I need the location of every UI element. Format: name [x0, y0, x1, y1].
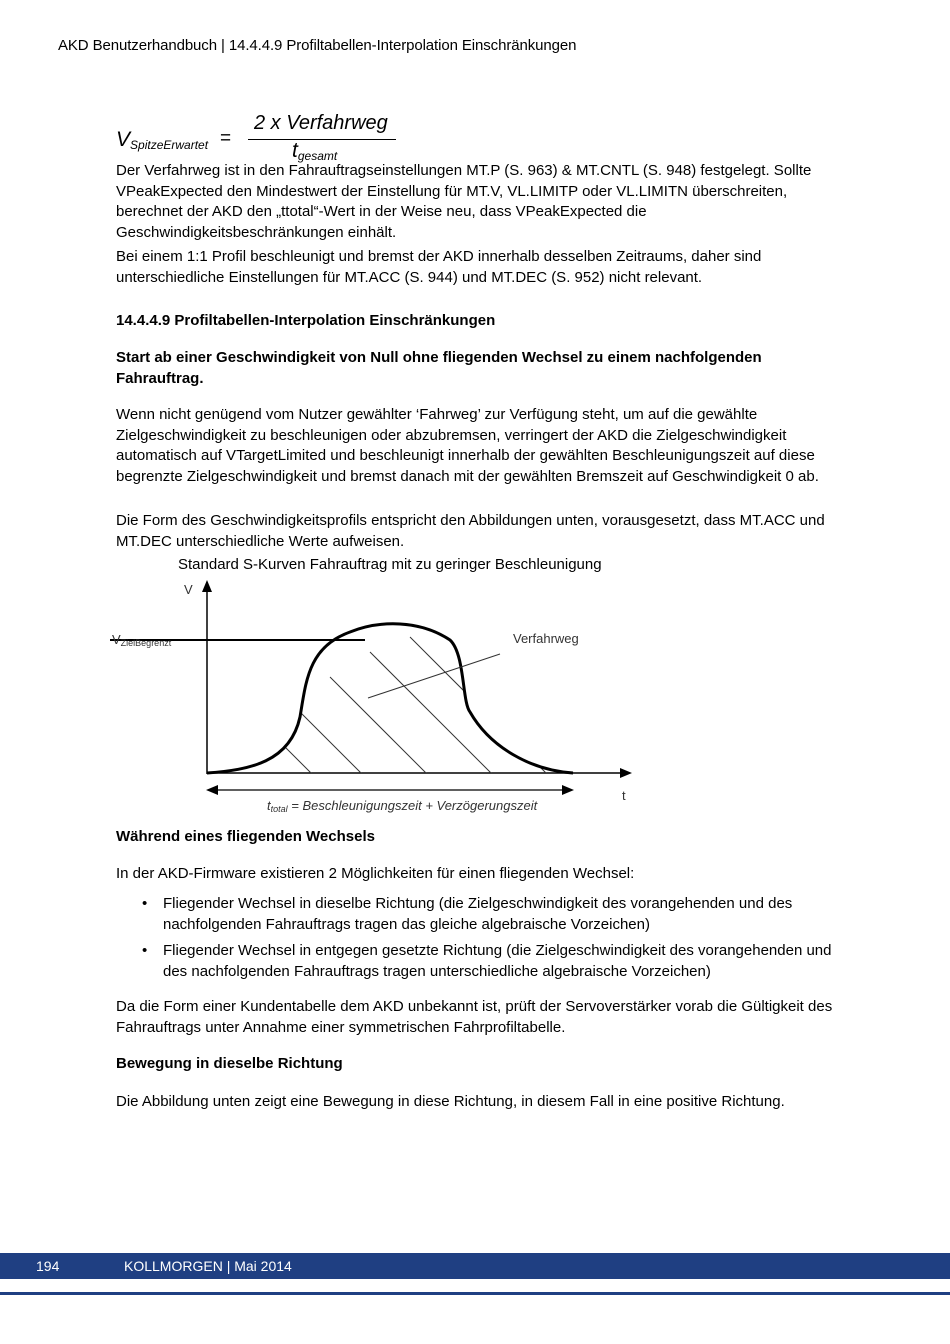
section-title: 14.4.4.9 Profiltabellen-Interpolation Einschränkungen [116, 312, 496, 329]
formula-den-sub: gesamt [297, 149, 338, 163]
paragraph-profil: Bei einem 1:1 Profil beschleunigt und bremst der AKD innerhalb desselben Zeitraums, daher sind unterschiedliche Einstellungen für MT.ACC (S. 944) und MT.DEC (S. 952) nicht relevant. [116, 248, 762, 286]
running-header: AKD Benutzerhandbuch | 14.4.4.9 Profiltabellen-Interpolation Einschränkungen [58, 37, 577, 54]
velocity-profile-figure [110, 552, 640, 822]
formula-lhs [116, 128, 208, 152]
velocity-curve [207, 624, 573, 773]
bullet-glyph: • [142, 895, 148, 912]
paragraph-abbildung: Die Abbildung unten zeigt eine Bewegung in diese Richtung, in diesem Fall in eine positive Richtung. [116, 1093, 785, 1110]
formula-den-main: t [292, 139, 298, 162]
ttotal-arrow-right [562, 785, 574, 795]
ttotal-label: ttotal = Beschleunigungszeit + Verzögerungszeit [267, 798, 538, 814]
formula-numerator: 2 x Verfahrweg [254, 112, 388, 134]
ttotal-arrow-left [206, 785, 218, 795]
list-item-text: Fliegender Wechsel in entgegen gesetzte Richtung (die Zielgeschwindigkeit des vorangehenden und des nachfolgenden Fahrauftrags tragen unterschiedliche algebraische Vorzeichen) [163, 942, 832, 980]
footer-bar [0, 1253, 950, 1279]
area-hatching [250, 637, 550, 782]
formula-lhs-main: V [116, 128, 131, 151]
velocity-limit-label: VZielBegrenzt [112, 632, 172, 648]
velocity-formula [116, 112, 416, 162]
formula-equals: = [220, 128, 232, 149]
page-number: 194 [36, 1258, 60, 1274]
bullet-glyph: • [142, 942, 148, 959]
formula-denominator [292, 139, 337, 163]
subheading-richtung: Bewegung in dieselbe Richtung [116, 1055, 343, 1072]
subheading-start: Start ab einer Geschwindigkeit von Null ohne fliegenden Wechsel zu einem nachfolgenden Fahrauftrag. [116, 349, 762, 387]
paragraph-kundentabelle: Da die Form einer Kundentabelle dem AKD unbekannt ist, prüft der Servoverstärker vorab die Gültigkeit des Fahrauftrags unter Annahme einer symmetrischen Fahrprofiltabelle. [116, 998, 833, 1036]
paragraph-moeglichkeiten: In der AKD-Firmware existieren 2 Möglichkeiten für einen fliegenden Wechsel: [116, 865, 635, 882]
list-item-text: Fliegender Wechsel in dieselbe Richtung (die Zielgeschwindigkeit des vorangehenden und des nachfolgenden Fahrauftrags tragen das gleiche algebraische Vorzeichen) [163, 895, 793, 933]
y-axis-label: V [184, 582, 193, 597]
paragraph-fahrweg: Wenn nicht genügend vom Nutzer gewählter ‘Fahrweg’ zur Verfügung steht, um auf die gewählte Zielgeschwindigkeit zu beschleunigen oder abzubremsen, verringert der AKD die Zielgeschwindigkeit automatisch auf VTargetLimited und beschleunigt innerhalb der gewählten Beschleunigungszeit auf diese begrenzte Zielgeschwindigkeit und bremst danach mit der gewählten Bremszeit auf Geschwindigkeit 0 ab. [116, 406, 819, 485]
verfahrweg-label: Verfahrweg [513, 631, 579, 646]
footer-rule [0, 1292, 950, 1295]
footer-text: KOLLMORGEN | Mai 2014 [124, 1258, 292, 1274]
paragraph-verfahrweg: Der Verfahrweg ist in den Fahrauftragseinstellungen MT.P (S. 963) & MT.CNTL (S. 948) festgelegt. Sollte VPeakExpected den Mindestwert der Einstellung für MT.V, VL.LIMITP oder VL.LIMITN überschreiten, berechnet der AKD den „ttotal“-Wert in der Weise neu, dass VPeakExpected die Geschwindigkeitsbeschränkungen einhält. [116, 162, 812, 241]
y-axis-arrow [202, 580, 212, 592]
figure-title: Standard S-Kurven Fahrauftrag mit zu geringer Beschleunigung [178, 556, 602, 573]
formula-lhs-sub: SpitzeErwartet [130, 138, 209, 152]
paragraph-form: Die Form des Geschwindigkeitsprofils entspricht den Abbildungen unten, vorausgesetzt, dass MT.ACC und MT.DEC unterschiedliche Werte aufweisen. [116, 512, 825, 550]
x-axis-arrow [620, 768, 632, 778]
x-axis-label: t [622, 788, 626, 803]
subheading-fliegend: Während eines fliegenden Wechsels [116, 828, 375, 845]
